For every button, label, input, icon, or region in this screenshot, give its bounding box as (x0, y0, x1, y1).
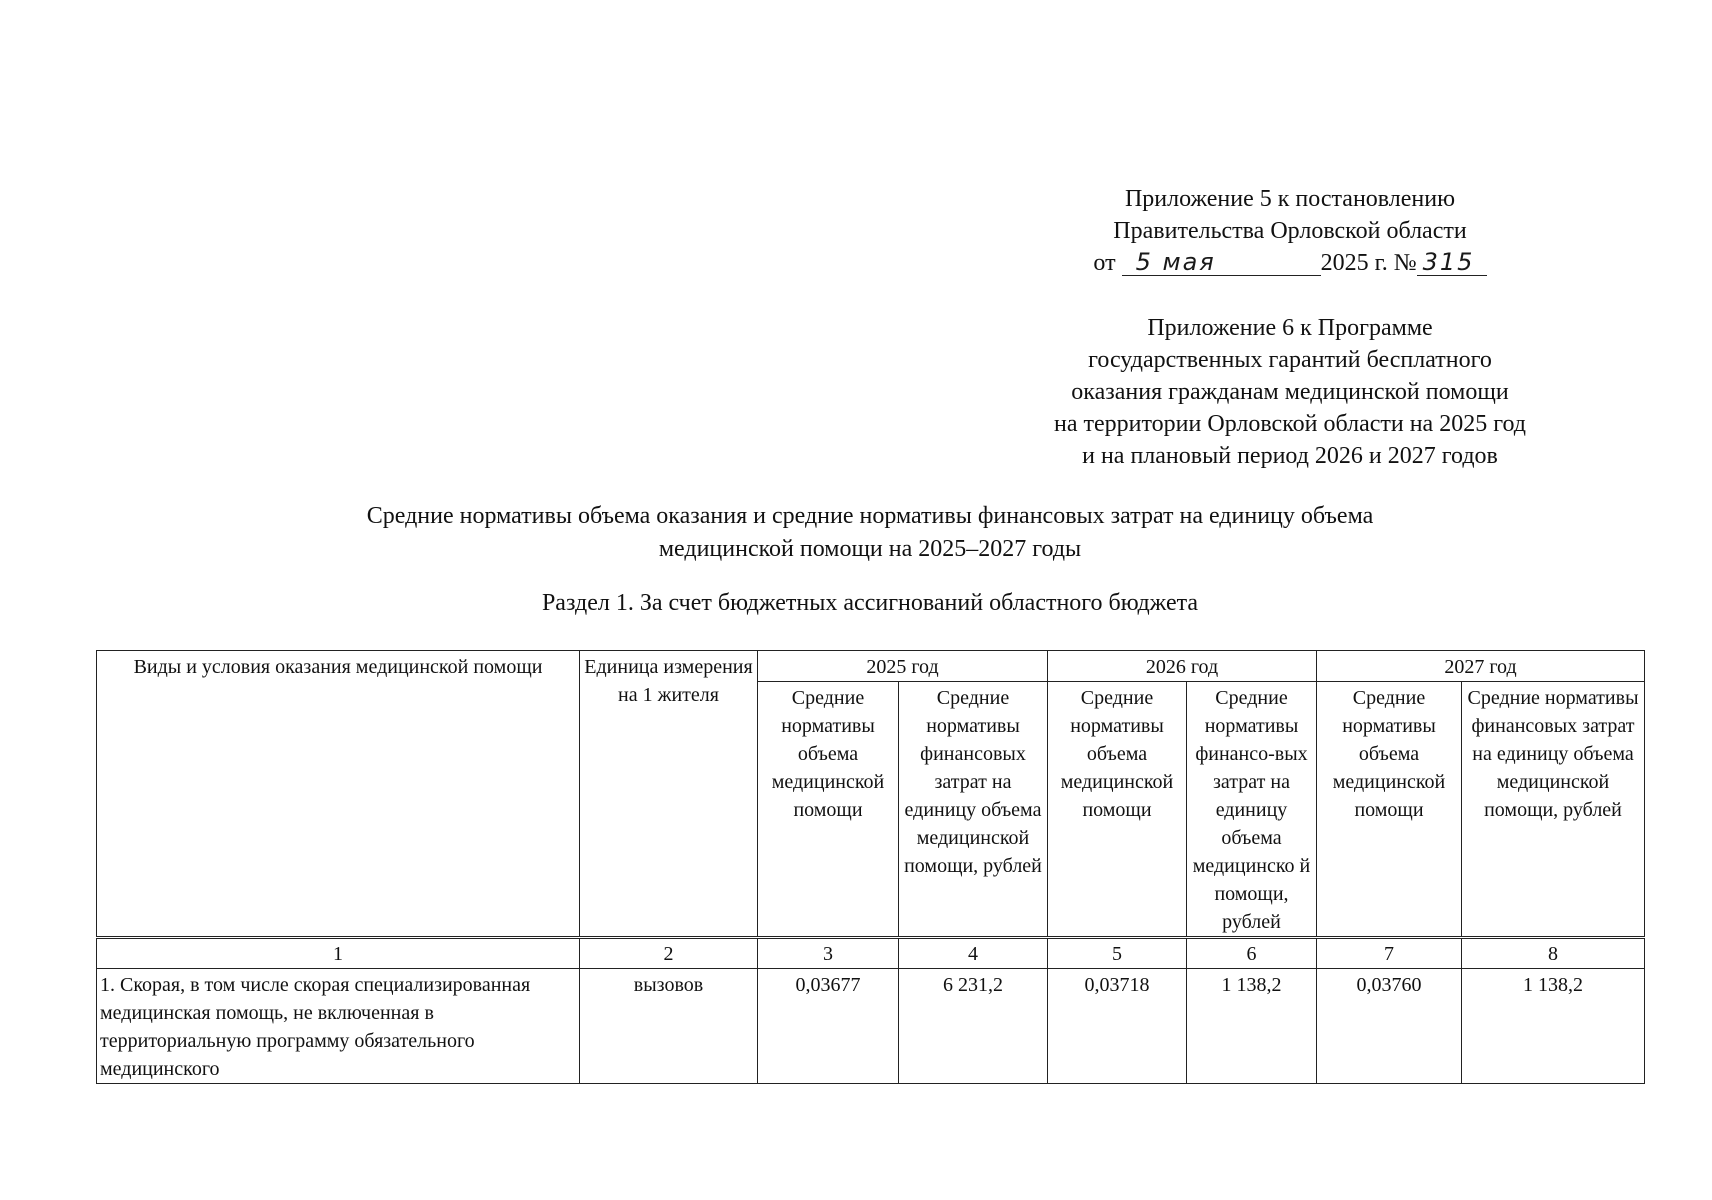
annex6-line5: и на плановый период 2026 и 2027 годов (1082, 443, 1498, 469)
column-number: 3 (758, 938, 899, 969)
header-year-2025: 2025 год (758, 651, 1048, 682)
header-cost-2026: Средние нормативы финансо-вых затрат на единицу объема медицинско й помощи, рублей (1187, 682, 1317, 938)
header-volume-2026: Средние нормативы объема медицинской помощи (1048, 682, 1187, 938)
row-unit: вызовов (580, 969, 758, 1084)
row-volume-2026: 0,03718 (1048, 969, 1187, 1084)
column-number: 5 (1048, 938, 1187, 969)
year-text: 2025 г. № (1320, 250, 1417, 276)
table-row (97, 969, 1645, 1084)
from-prefix: от (1093, 250, 1116, 276)
row-volume-2027: 0,03760 (1317, 969, 1462, 1084)
header-year-2027: 2027 год (1317, 651, 1645, 682)
header-unit (580, 651, 758, 938)
column-number: 4 (899, 938, 1048, 969)
row-name: 1. Скорая, в том числе скорая специализированная медицинская помощь, не включенная в территориальную программу обязательного медицинского (97, 969, 580, 1084)
annex6-line2: государственных гарантий бесплатного (1088, 347, 1492, 373)
column-number: 6 (1187, 938, 1317, 969)
header-volume-2025: Средние нормативы объема медицинской помощи (758, 682, 899, 938)
header-row-years (97, 651, 1645, 682)
header-kinds-text: Виды и условия оказания медицинской помощи (133, 656, 543, 678)
annex5-line2: Правительства Орловской области (1113, 218, 1467, 244)
annex5-date-line (920, 247, 1660, 279)
column-number: 2 (580, 938, 758, 969)
title-line1: Средние нормативы объема оказания и средние нормативы финансовых затрат на единицу объема (366, 503, 1374, 529)
title-line2: медицинской помощи на 2025–2027 годы (658, 536, 1082, 562)
annex6-line1: Приложение 6 к Программе (1147, 315, 1433, 341)
header-kinds (97, 651, 580, 938)
header-unit-text: Единица измерения на 1 жителя (584, 656, 753, 706)
handwritten-date: 5 мая (1122, 249, 1321, 276)
column-number: 1 (97, 938, 580, 969)
document-title (200, 500, 1540, 566)
section-heading: Раздел 1. За счет бюджетных ассигнований областного бюджета (541, 590, 1199, 616)
annex5-line1: Приложение 5 к постановлению (1124, 186, 1456, 212)
row-cost-2026: 1 138,2 (1187, 969, 1317, 1084)
row-cost-2027: 1 138,2 (1462, 969, 1645, 1084)
row-volume-2025: 0,03677 (758, 969, 899, 1084)
header-cost-2027: Средние нормативы финансовых затрат на единицу объема медицинской помощи, рублей (1462, 682, 1645, 938)
header-volume-2027: Средние нормативы объема медицинской помощи (1317, 682, 1462, 938)
annex6-line3: оказания гражданам медицинской помощи (1071, 379, 1509, 405)
row-cost-2025: 6 231,2 (899, 969, 1048, 1084)
norms-table (96, 650, 1645, 1084)
annex6-line4: на территории Орловской области на 2025 год (1054, 411, 1526, 437)
handwritten-number: 315 (1417, 249, 1487, 276)
header-year-2026: 2026 год (1048, 651, 1317, 682)
column-number-row (97, 938, 1645, 969)
column-number: 8 (1462, 938, 1645, 969)
column-number: 7 (1317, 938, 1462, 969)
annex5-header (920, 183, 1660, 279)
header-cost-2025: Средние нормативы финансовых затрат на единицу объема медицинской помощи, рублей (899, 682, 1048, 938)
annex6-header (920, 312, 1660, 472)
